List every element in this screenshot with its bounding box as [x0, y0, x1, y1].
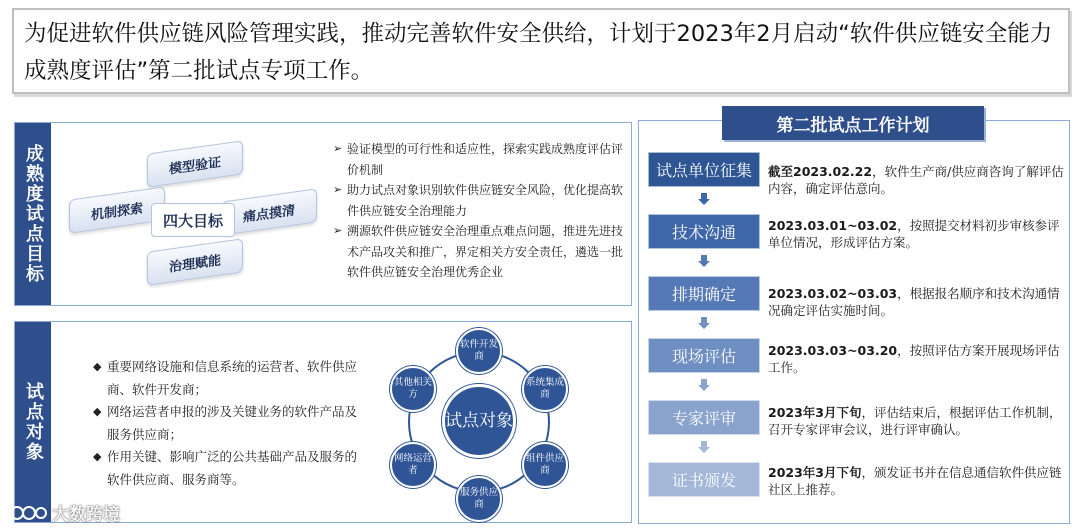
- goal-chip-model-verification: 模型验证: [147, 140, 243, 187]
- ring-node-other-parties: 其他相关方: [390, 366, 436, 412]
- down-arrow-icon: [698, 317, 710, 329]
- four-goals-diagram: [59, 133, 321, 295]
- plan-step-description: [768, 286, 1064, 319]
- pilot-goals-panel: [14, 122, 632, 306]
- goal-center-label: 四大目标: [151, 203, 235, 237]
- plan-step-text: ，软件生产商/供应商咨询了解评估内容，确定评估意向。: [768, 164, 1064, 196]
- watermark-text: 大数跨境: [52, 505, 120, 525]
- plan-step-description: [768, 164, 1064, 197]
- goal-bullet: ➢ 溯源软件供应链安全治理重点难点问题，推进先进技术产品攻关和推广，界定相关方安全责任，遴选一批软件供应链安全治理优秀企业: [333, 221, 629, 283]
- goal-chip-governance-empowerment: 治理赋能: [147, 238, 243, 285]
- plan-step-label: 证书颁发: [648, 462, 760, 497]
- targets-list: [93, 356, 365, 491]
- goals-side-label: 成熟度试点目标: [15, 123, 51, 305]
- down-arrow-icon: [698, 193, 710, 205]
- plan-step-description: [768, 218, 1064, 251]
- plan-step-label: 技术沟通: [648, 214, 760, 249]
- target-item: ◆ 重要网络设施和信息系统的运营者、软件供应商、软件开发商；: [93, 356, 365, 401]
- plan-step-description: [768, 343, 1064, 376]
- plan-step-text: ，评估结束后，根据评估工作机制，召开专家评审会议，进行评审确认。: [768, 405, 1062, 437]
- watermark: [8, 500, 120, 525]
- plan-step-text: ，按照评估方案开展现场评估工作。: [768, 343, 1060, 375]
- goal-chip-pain-points: 痛点摸清: [221, 188, 317, 235]
- plan-step-label: 试点单位征集: [648, 152, 760, 187]
- down-arrow-icon: [698, 441, 710, 453]
- ring-node-system-integrator: 系统集成商: [522, 366, 568, 412]
- goal-bullet: ➢ 验证模型的可行性和适应性，探索实践成熟度评估评价机制: [333, 139, 629, 180]
- plan-step-label: 现场评估: [648, 338, 760, 373]
- target-item: ◆ 网络运营者申报的涉及关键业务的软件产品及服务供应商；: [93, 401, 365, 446]
- plan-step-label: 排期确定: [648, 276, 760, 311]
- ring-node-network-operator: 网络运营者: [390, 442, 436, 488]
- targets-ring-diagram: [384, 322, 574, 522]
- plan-step-description: [768, 465, 1064, 498]
- intro-text: 为促进软件供应链风险管理实践，推动完善软件安全供给，计划于2023年2月启动“软件供应链安全能力成熟度评估”第二批试点专项工作。: [24, 21, 1053, 84]
- goal-bullet: ➢ 助力试点对象识别软件供应链安全风险，优化提高软件供应链安全治理能力: [333, 180, 629, 221]
- down-arrow-icon: [698, 379, 710, 391]
- plan-step-label: 专家评审: [648, 400, 760, 435]
- down-arrow-icon: [698, 255, 710, 267]
- plan-step-text: ，按照提交材料初步审核参评单位情况，形成评估方案。: [768, 218, 1060, 250]
- plan-step-date: 2023.03.03~03.20: [768, 343, 898, 358]
- plan-step-date: 2023年3月下旬: [768, 465, 862, 480]
- plan-step-description: [768, 405, 1064, 438]
- plan-step-date: 2023年3月下旬: [768, 405, 862, 420]
- work-plan-title: 第二批试点工作计划: [722, 106, 984, 140]
- plan-step-text: ，颁发证书并在信息通信软件供应链社区上推荐。: [768, 465, 1062, 497]
- ring-center-node: 试点对象: [442, 384, 516, 458]
- plan-step-date: 截至2023.02.22: [768, 164, 873, 179]
- target-item: ◆ 作用关键、影响广泛的公共基础产品及服务的软件供应商、服务商等。: [93, 446, 365, 491]
- plan-step-date: 2023.03.02~03.03: [768, 286, 898, 301]
- intro-banner: [12, 8, 1070, 94]
- plan-step-text: ，根据报名顺序和技术沟通情况确定评估实施时间。: [768, 286, 1060, 318]
- goals-bullet-list: [333, 139, 629, 283]
- ring-node-service-supplier: 服务供应商: [456, 476, 502, 522]
- plan-step-date: 2023.03.01~03.02: [768, 218, 898, 233]
- watermark-logo-icon: [8, 503, 48, 523]
- goal-chip-mechanism-exploration: 机制探索: [69, 186, 165, 233]
- ring-node-software-developer: 软件开发商: [456, 328, 502, 374]
- ring-node-component-supplier: 组件供应商: [522, 442, 568, 488]
- targets-side-label: 试点对象: [15, 322, 51, 522]
